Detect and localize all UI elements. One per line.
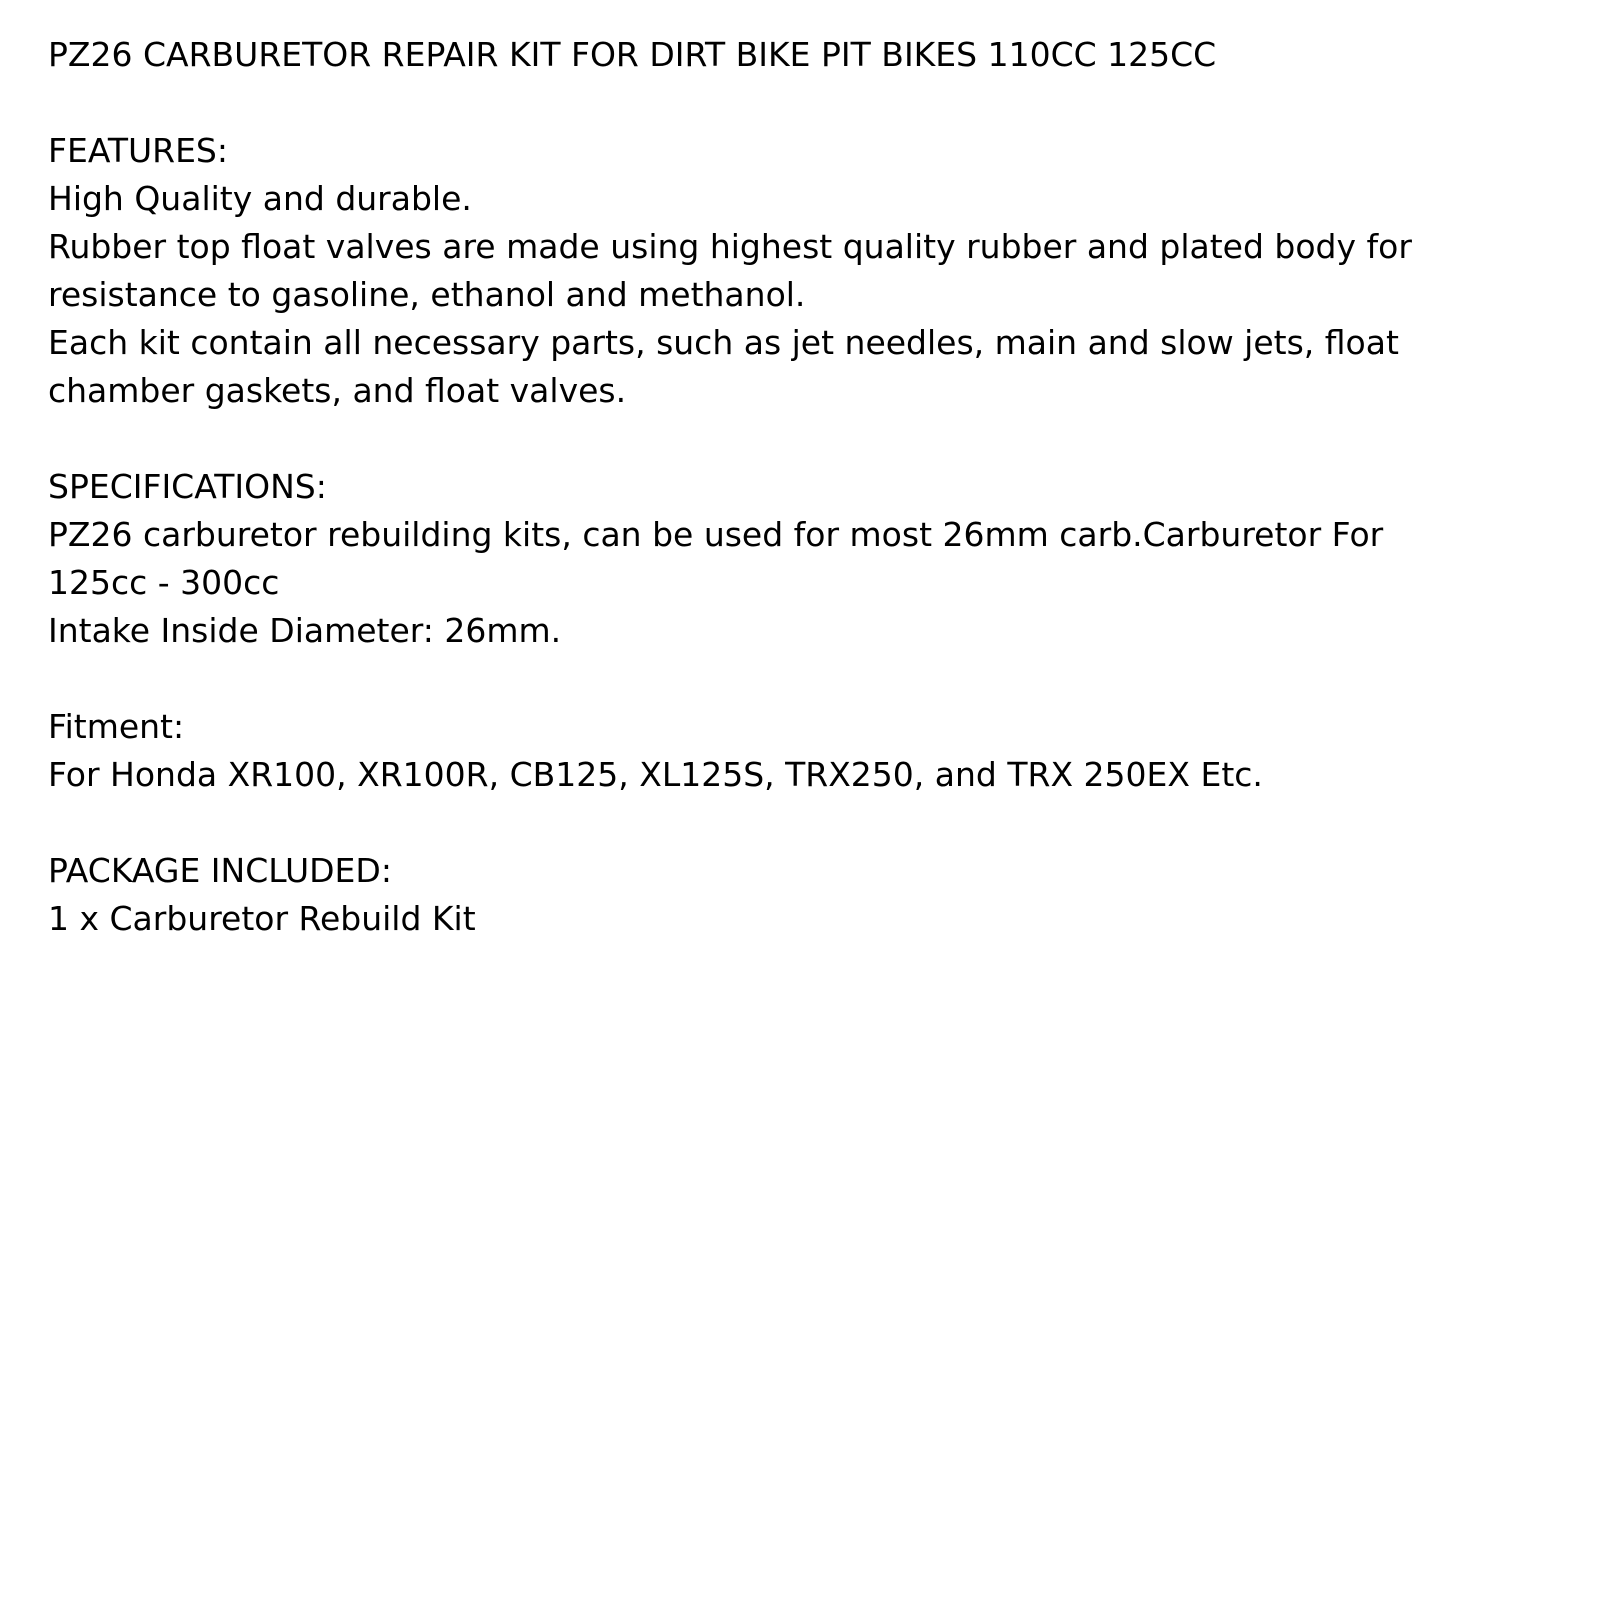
specifications-heading: SPECIFICATIONS:: [48, 467, 327, 506]
product-title: PZ26 CARBURETOR REPAIR KIT FOR DIRT BIKE PIT BIKES 110CC 125CC: [48, 35, 1217, 74]
features-line: chamber gaskets, and float valves.: [48, 371, 627, 410]
features-heading: FEATURES:: [48, 131, 229, 170]
package-heading: PACKAGE INCLUDED:: [48, 851, 392, 890]
package-line: 1 x Carburetor Rebuild Kit: [48, 899, 476, 938]
spacer: [48, 415, 1568, 463]
features-line: Each kit contain all necessary parts, such as jet needles, main and slow jets, float: [48, 323, 1399, 362]
spacer: [48, 655, 1568, 703]
specifications-line: Intake Inside Diameter: 26mm.: [48, 611, 562, 650]
features-line: High Quality and durable.: [48, 179, 472, 218]
spacer: [48, 799, 1568, 847]
features-line: Rubber top float valves are made using highest quality rubber and plated body for: [48, 227, 1412, 266]
specifications-line: PZ26 carburetor rebuilding kits, can be used for most 26mm carb.Carburetor For: [48, 515, 1384, 554]
fitment-line: For Honda XR100, XR100R, CB125, XL125S, TRX250, and TRX 250EX Etc.: [48, 755, 1263, 794]
spacer: [48, 79, 1568, 127]
fitment-heading: Fitment:: [48, 707, 185, 746]
specifications-line: 125cc - 300cc: [48, 563, 280, 602]
features-line: resistance to gasoline, ethanol and methanol.: [48, 275, 806, 314]
product-description: [48, 31, 1568, 943]
